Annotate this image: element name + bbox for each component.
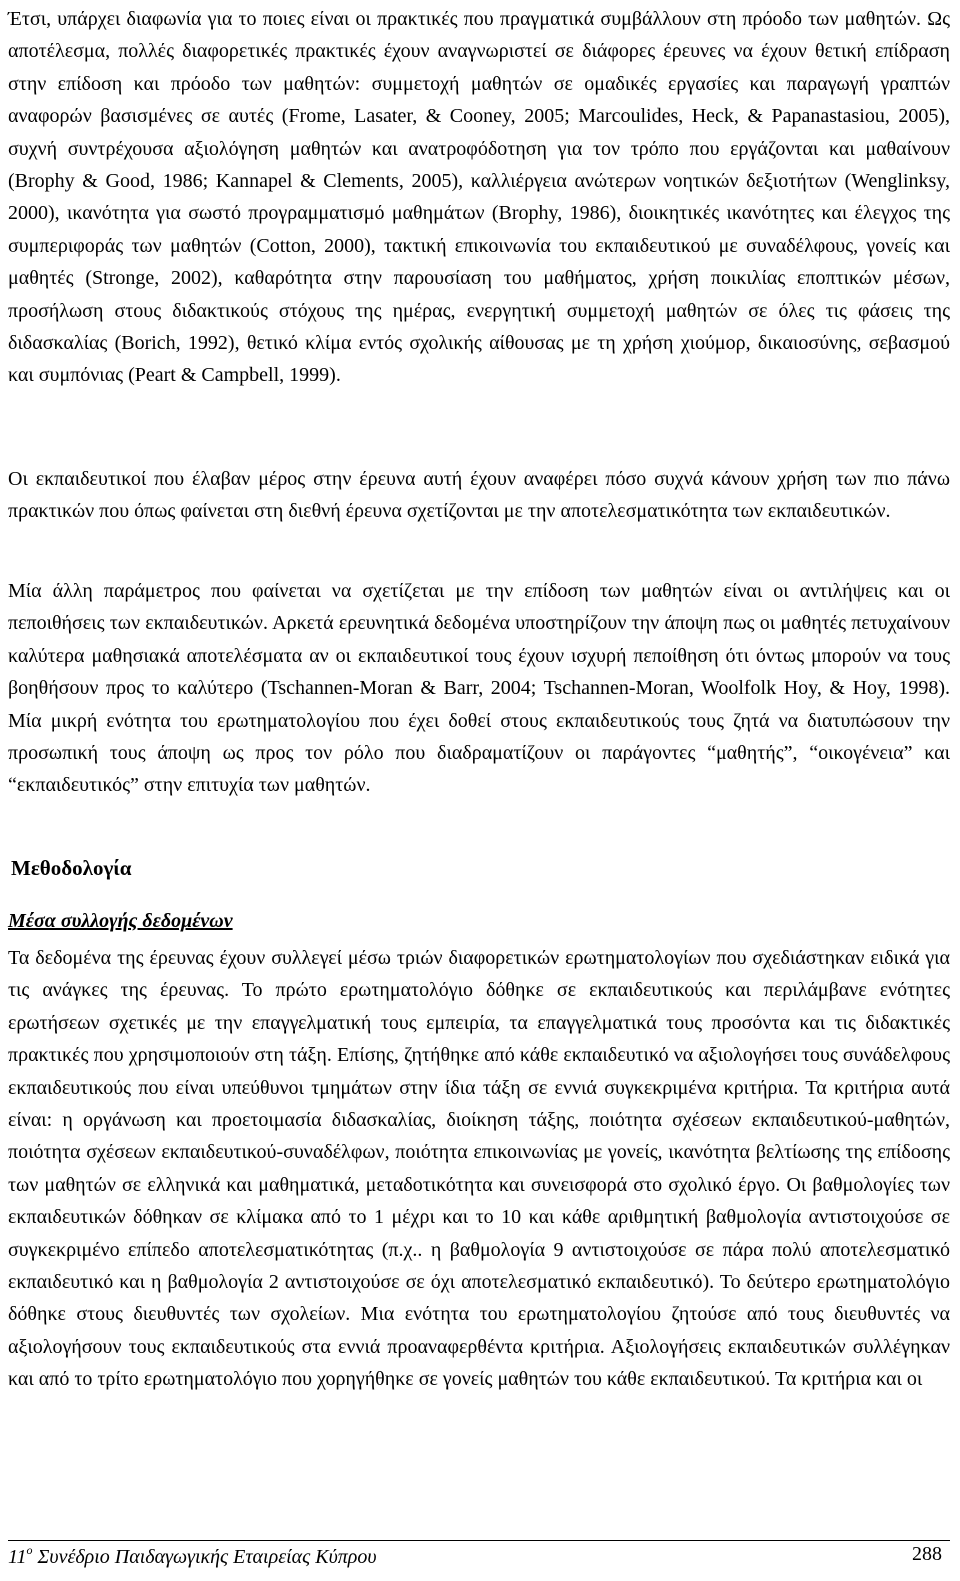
footer-conference-title: Συνέδριο Παιδαγωγικής Εταιρείας Κύπρου (32, 1546, 377, 1568)
subsection-heading-data-collection: Μέσα συλλογής δεδομένων (8, 910, 233, 932)
paragraph-teaching-practices: Έτσι, υπάρχει διαφωνία για το ποιες είναι οι πρακτικές που πραγματικά συμβάλλουν στη πρόοδο των μαθητών. Ως αποτέλεσμα, πολλές διαφορετικές πρακτικές έχουν αναγνωριστεί σε διάφορες έρευνες να έχουν θετική επίδραση στην επίδοση και πρόοδο των μαθητών: συμμετοχή μαθητών σε ομαδικές εργασίες και παραγωγή γραπτών αναφορών βασισμένες σε αυτές (Frome, Lasater, & Cooney, 2005; Marcoulides, Heck, & Papanastasiou, 2005), συχνή συντρέχουσα αξιολόγηση μαθητών και ανατροφόδοτηση για τον τρόπο που εργάζονται και μαθαίνουν (Brophy & Good, 1986; Kannapel & Clements, 2005), καλλιέργεια ανώτερων νοητικών δεξιοτήτων (Wenglinksy, 2000), ικανότητα για σωστό προγραμματισμό μαθημάτων (Brophy, 1986), διοικητικές ικανότητες και έλεγχος της συμπεριφοράς των μαθητών (Cotton, 2000), τακτική επικοινωνία του εκπαιδευτικού με συναδέλφους, γονείς και μαθητές (Stronge, 2002), καθαρότητα στην παρουσίαση του μαθήματος, χρήση ποικιλίας εποπτικών μέσων, προσήλωση στους διδακτικούς στόχους της ημέρας, ενεργητική συμμετοχή μαθητών σε όλες τις φάσεις της διδασκαλίας (Borich, 1992), θετικό κλίμα εντός σχολικής αίθουσας με τη χρήση χιούμορ, δικαιοσύνης, σεβασμού και συμπόνιας (Peart & Campbell, 1999). (8, 8, 950, 387)
footer-ordinal-suffix: ο (26, 1543, 33, 1557)
footer-divider (8, 1540, 950, 1541)
paragraph-teachers-report: Οι εκπαιδευτικοί που έλαβαν μέρος στην έρευνα αυτή έχουν αναφέρει πόσο συχνά κάνουν χρήση των πιο πάνω πρακτικών που όπως φαίνεται στη διεθνή έρευνα σχετίζονται με την αποτελεσματικότητα των εκπαιδευτικών. (8, 468, 950, 523)
page-footer (8, 1543, 950, 1569)
paragraph-teacher-beliefs: Μία άλλη παράμετρος που φαίνεται να σχετίζεται με την επίδοση των μαθητών είναι οι αντιλήψεις και οι πεποιθήσεις των εκπαιδευτικών. Αρκετά ερευνητικά δεδομένα υποστηρίζουν την άποψη πως οι μαθητές πετυχαίνουν καλύτερα μαθησιακά αποτελέσματα αν οι εκπαιδευτικοί τους έχουν ισχυρή πεποίθηση ότι όντως μπορούν να τους βοηθήσουν προς το καλύτερο (Tschannen-Moran & Barr, 2004; Tschannen-Moran, Woolfolk Hoy, & Hoy, 1998). Μία μικρή ενότητα του ερωτηματολογίου που έχει δοθεί στους εκπαιδευτικούς τους ζητά να διατυπώσουν την προσωπική τους άποψη ως προς τον ρόλο που διαδραματίζουν οι παράγοντες “μαθητής”, “οικογένεια” και “εκπαιδευτικός” στην επιτυχία των μαθητών. (8, 580, 950, 797)
section-heading-methodology: Μεθοδολογία (11, 856, 132, 880)
footer-conference-ordinal: 11 (8, 1546, 27, 1568)
page-number: 288 (912, 1543, 942, 1565)
paragraph-data-collection: Τα δεδομένα της έρευνας έχουν συλλεγεί μέσω τριών διαφορετικών ερωτηματολογίων που σχεδιάστηκαν ειδικά για τις ανάγκες της έρευνας. Το πρώτο ερωτηματολόγιο δόθηκε σε εκπαιδευτικούς και περιλάμβανε ενότητες ερωτήσεων σχετικές με την επαγγελματική τους εμπειρία, τα επαγγελματικά τους προσόντα και τις διδακτικές πρακτικές που χρησιμοποιούν στη τάξη. Επίσης, ζητήθηκε από κάθε εκπαιδευτικό να αξιολογήσει τους συνάδελφους εκπαιδευτικούς που είναι υπεύθυνοι τμημάτων στην ίδια τάξη σε εννιά συγκεκριμένα κριτήρια. Τα κριτήρια αυτά είναι: η οργάνωση και προετοιμασία διδασκαλίας, διοίκηση τάξης, ποιότητα σχέσεων εκπαιδευτικού-μαθητών, ποιότητα σχέσεων εκπαιδευτικού-συναδέλφων, ποιότητα επικοινωνίας με γονείς, ικανότητα βελτίωσης της επίδοσης των μαθητών σε ελληνικά και μαθηματικά, μεταδοτικότητα και συνεισφορά στο σχολικό έργο. Οι βαθμολογίες των εκπαιδευτικών δόθηκαν σε κλίμακα από το 1 μέχρι και το 10 και κάθε αριθμητική βαθμολογία αντιστοιχούσε σε συγκεκριμένο επίπεδο αποτελεσματικότητας (π.χ.. η βαθμολογία 9 αντιστοιχούσε σε πάρα πολύ αποτελεσματικό εκπαιδευτικό και η βαθμολογία 2 αντιστοιχούσε σε όχι αποτελεσματικό εκπαιδευτικό). Το δεύτερο ερωτηματολόγιο δόθηκε στους διευθυντές των σχολείων. Μια ενότητα του ερωτηματολογίου ζητούσε από τους διευθυντές να αξιολογήσουν τους εκπαιδευτικούς στα εννιά προαναφερθέντα κριτήρια. Αξιολογήσεις εκπαιδευτικών συλλέγηκαν και από το τρίτο ερωτηματολόγιο που χορηγήθηκε σε γονείς μαθητών του κάθε εκπαιδευτικού. Τα κριτήρια και οι (8, 947, 950, 1391)
